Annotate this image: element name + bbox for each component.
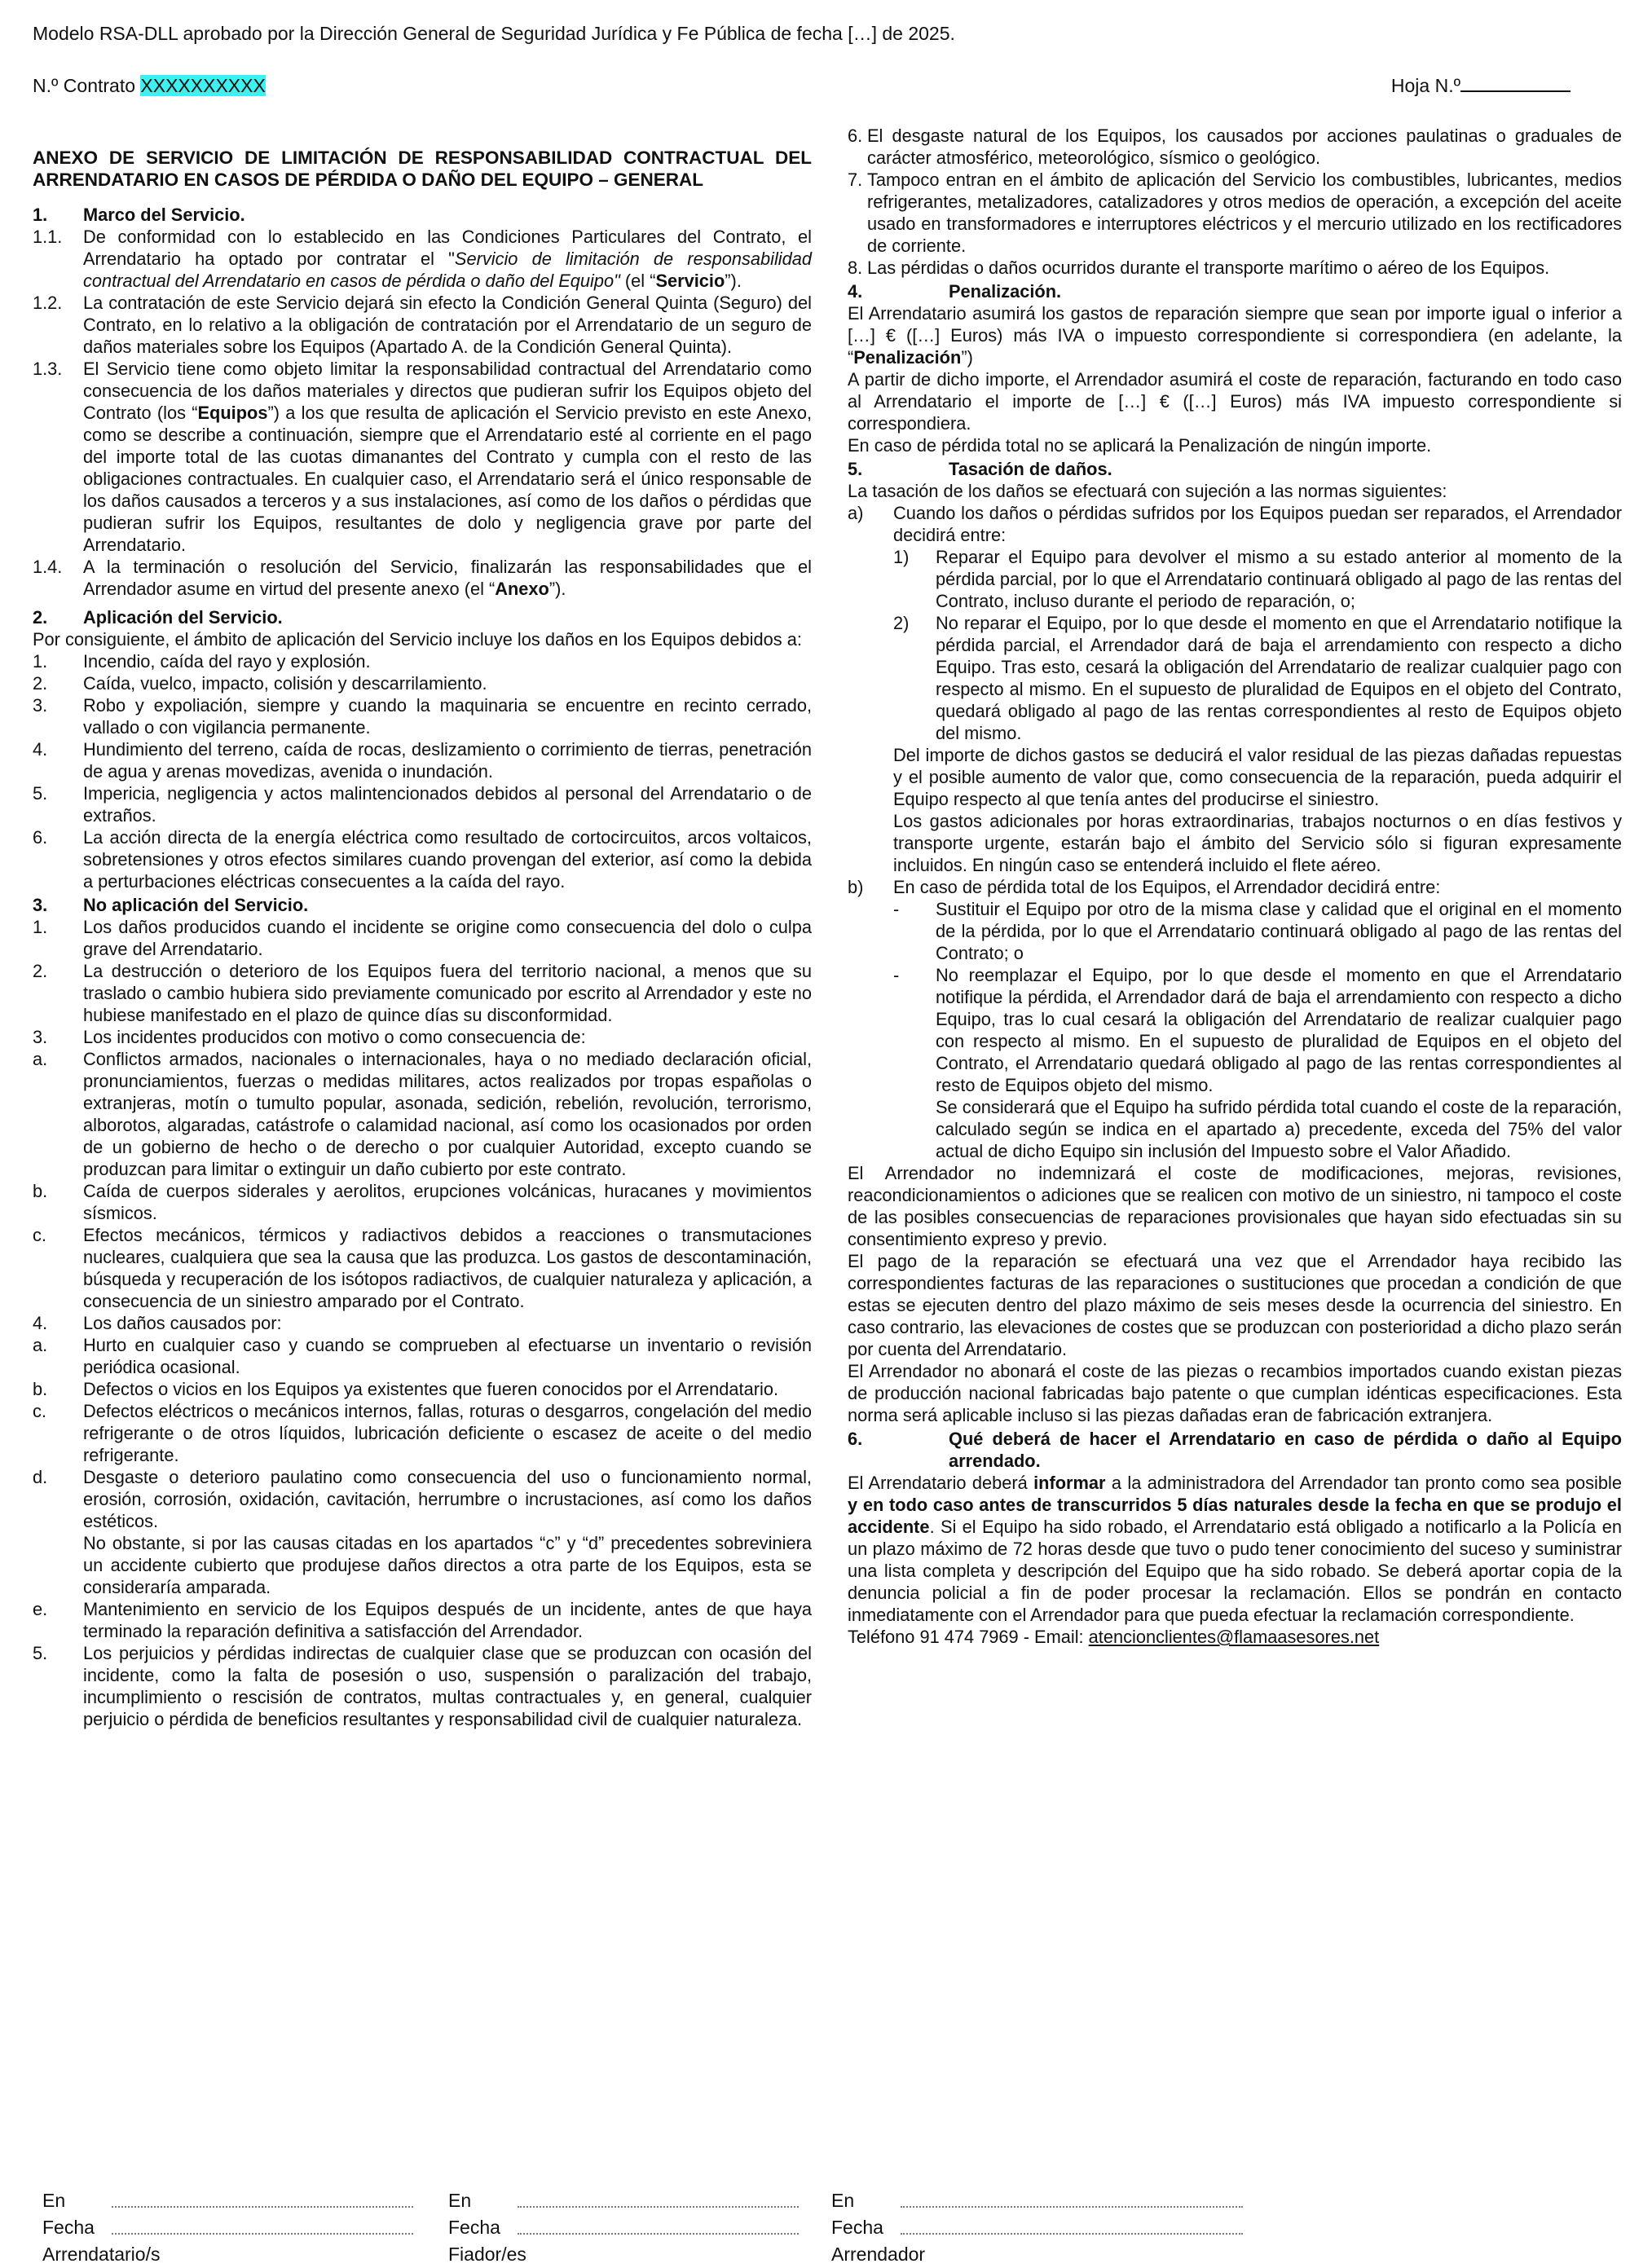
item-text: En caso de pérdida total de los Equipos, el Arrendador decidirá entre: (893, 877, 1441, 897)
item-text: Los daños causados por: (83, 1313, 282, 1333)
item-text: Defectos eléctricos o mecánicos internos, fallas, roturas o desgarros, congelación del medio refrigerante o de otros líquidos, lubricación deficiente o escasez de aceite o del medio refrigerante. (83, 1401, 812, 1465)
clause-text: De conformidad con lo establecido en las Condiciones Particulares del Contrato, el Arrendatario ha optado por contratar el " (83, 227, 812, 269)
item-number: 2) (893, 613, 910, 633)
item-text: Impericia, negligencia y actos malintencionados debidos al personal del Arrendatario o de extraños. (83, 783, 812, 826)
sig-line[interactable] (901, 2220, 1243, 2235)
clause-text: La contratación de este Servicio dejará sin efecto la Condición General Quinta (Seguro) del Contrato, en lo relativo a la obligación de contratación por el Arrendatario de un seguro de daños materiales sobre los Equipos (Apartado A. de la Condición General Quinta). (83, 293, 812, 357)
item-number: - (893, 899, 900, 919)
sig-line[interactable] (901, 2193, 1243, 2208)
signature-block-arrendatario (42, 2187, 413, 2268)
section-title: Aplicación del Servicio. (83, 607, 283, 628)
item-number: 7. (848, 170, 863, 190)
defined-term: Penalización (853, 347, 962, 368)
list-item (33, 916, 812, 960)
clause-text: (el “ (619, 271, 656, 291)
item-number: 5. (33, 1643, 48, 1663)
list-item (33, 1224, 812, 1312)
section-title: Marco del Servicio. (83, 205, 245, 225)
list-item (33, 738, 812, 782)
item-number: 5. (33, 783, 48, 804)
item-text: Los perjuicios y pérdidas indirectas de cualquier clase que se produzcan con ocasión del incidente, como la falta de posesión o uso, suspensión o paralización del trabajo, incumplimiento o rescisión de contratos, multas contractuales y, en general, cualquier perjuicio o pérdida de beneficios resultantes y responsabilidad civil de cualquier naturaleza. (83, 1643, 812, 1729)
clause-number: 1.4. (33, 557, 63, 577)
para-text: . Si el Equipo ha sido robado, el Arrendatario está obligado a notificarlo a la Policía en un plazo máximo de 72 horas desde que tuvo o pudo tener conocimiento del suceso y suministrar una lista completa y descripción del Equipo que ha sido robado. Se deberá aportar copia de la denuncia policial a fin de poder procesar la reclamación. Ellos se pondrán en contacto inmediatamente con el Arrendador para que pueda efectuar la reclamación correspondiente. (848, 1517, 1622, 1625)
right-column (848, 126, 1622, 1648)
section-number: 2. (33, 607, 48, 628)
item-text: Tampoco entran en el ámbito de aplicación del Servicio los combustibles, lubricantes, medios refrigerantes, metalizadores, catalizadores y otros medios de operación, a excepción del aceite usado en transformadores e interruptores eléctricos y el mercurio utilizado en los rectificadores de corriente. (867, 170, 1622, 256)
item-number: 4. (33, 1313, 48, 1333)
item-number: 1. (33, 917, 48, 937)
clause-1-1 (33, 226, 812, 292)
signature-block-arrendador (831, 2187, 1243, 2268)
clause-1-3 (33, 358, 812, 556)
clause-text: ”). (548, 579, 566, 599)
item-text: Desgaste o deterioro paulatino como consecuencia del uso o funcionamiento normal, erosión, corrosión, oxidación, cavitación, herrumbre o incrustaciones, así como los daños estéticos. (83, 1467, 812, 1531)
email-link[interactable]: atencionclientes@flamaasesores.net (1088, 1627, 1380, 1647)
item-text: No reemplazar el Equipo, por lo que desde el momento en que el Arrendatario notifique la pérdida, el Arrendador dará de baja el arrendamiento con respecto a dicho Equipo, tras lo cual cesará la obligación del Arrendatario de realizar cualquier pago con respecto al mismo. En el supuesto de pluralidad de Equipos en el objeto del Contrato, el Arrendatario quedará obligado al pago de las rentas correspondientes al resto de Equipos objeto del mismo. (936, 965, 1622, 1095)
list-item (33, 1026, 812, 1048)
list-item (848, 125, 1622, 169)
section-6-heading (848, 1428, 1622, 1472)
phone-text: Teléfono 91 474 7969 - Email: (848, 1627, 1089, 1647)
item-number: 1. (33, 651, 48, 672)
section-number: 5. (848, 459, 863, 479)
penalty-paragraph: A partir de dicho importe, el Arrendador asumirá el coste de reparación, facturando en todo caso al Arrendatario el importe de […] € ([…] Euros) más IVA impuesto correspondiente si correspondiera. (848, 369, 1622, 434)
list-item (33, 1466, 812, 1532)
sheet-number (1391, 75, 1571, 97)
item-text: Defectos o vicios en los Equipos ya existentes que fueren conocidos por el Arrendatario. (83, 1379, 778, 1399)
item-text: Caída de cuerpos siderales y aerolitos, erupciones volcánicas, huracanes y movimientos sísmicos. (83, 1181, 812, 1223)
item-number: a. (33, 1335, 48, 1355)
sig-line[interactable] (518, 2193, 799, 2208)
list-item (33, 1048, 812, 1180)
list-item (33, 782, 812, 826)
item-text: Los incidentes producidos con motivo o como consecuencia de: (83, 1027, 586, 1047)
list-item (33, 1642, 812, 1730)
item-number: 3. (33, 1027, 48, 1047)
list-item (33, 826, 812, 892)
section-title: No aplicación del Servicio. (83, 895, 309, 915)
emphasis: informar (1033, 1473, 1106, 1493)
section-5-intro: La tasación de los daños se efectuará con sujeción a las normas siguientes: (848, 481, 1447, 501)
item-number: 4. (33, 739, 48, 760)
defined-term: Equipos (197, 403, 268, 423)
contract-number (33, 75, 266, 97)
item-number: c. (33, 1225, 46, 1245)
list-item (848, 546, 1622, 612)
section-4-heading (848, 280, 1622, 302)
item-text: Robo y expoliación, siempre y cuando la maquinaria se encuentre en recinto cerrado, vallado o con vigilancia permanente. (83, 695, 812, 738)
item-number: 1) (893, 547, 910, 567)
item-number: 8. (848, 258, 863, 278)
item-number: 3. (33, 695, 48, 716)
clause-1-2 (33, 292, 812, 358)
para: El Arrendador no indemnizará el coste de modificaciones, mejoras, revisiones, reacondicionamientos o adiciones que se realicen con motivo de un siniestro, ni tampoco el coste de las posibles consecuencias de reparaciones provisionales que hayan sido efectuadas sin su consentimiento expreso y previo. (848, 1163, 1622, 1249)
item-text: Mantenimiento en servicio de los Equipos después de un incidente, antes de que haya terminado la reparación definitiva a satisfacción del Arrendador. (83, 1599, 812, 1641)
model-approval-line: Modelo RSA-DLL aprobado por la Dirección General de Seguridad Jurídica y Fe Pública de fecha […] de 2025. (33, 23, 955, 44)
contract-label: N.º Contrato (33, 75, 136, 96)
list-item (848, 876, 1622, 898)
clause-italic: Servicio de limitación de responsabilidad contractual del Arrendatario en casos de pérdida o daño del Equipo" (83, 249, 812, 291)
section-number: 4. (848, 281, 863, 302)
para: El pago de la reparación se efectuará una vez que el Arrendador haya recibido las correspondientes facturas de las reparaciones o sustituciones que procedan a condición de que estas se ejecuten dentro del plazo máximo de seis meses desde la ocurrencia del siniestro. En caso contrario, las elevaciones de costes que se produzcan con posterioridad a dicho plazo serán por cuenta del Arrendatario. (848, 1251, 1622, 1359)
list-item (33, 1312, 812, 1334)
item-number: 6. (33, 827, 48, 848)
list-item (33, 1532, 812, 1598)
item-text: Los daños producidos cuando el incidente se origine como consecuencia del dolo o culpa grave del Arrendatario. (83, 917, 812, 959)
para-text: a la administradora del Arrendador tan pronto como sea posible (1105, 1473, 1622, 1493)
section-5-heading (848, 458, 1622, 480)
list-item (33, 672, 812, 694)
para-text: El Arrendatario deberá (848, 1473, 1034, 1493)
clause-text: ”) a los que resulta de aplicación el Servicio previsto en este Anexo, como se describe a continuación, siempre que el Arrendatario esté al corriente en el pago del importe total de las cuotas dimanantes del Contrato y cumpla con el resto de las obligaciones contractuales. En cualquier caso, el Arrendatario será el único responsable de los daños causados a terceros y a sus instalaciones, así como de los daños o pérdidas que pudieran sufrir los Equipos, resultantes de dolo y negligencia grave por parte del Arrendatario. (83, 403, 813, 555)
item-text: Sustituir el Equipo por otro de la misma clase y calidad que el original en el momento de la pérdida, por lo que el Arrendatario continuará obligado al pago de las rentas del Contrato; o (936, 899, 1622, 963)
item-number: b. (33, 1181, 48, 1201)
contact-line (848, 1626, 1622, 1648)
defined-term: Servicio (655, 271, 725, 291)
defined-term: Anexo (495, 579, 549, 599)
item-number: - (893, 965, 900, 985)
emphasis: y en todo caso antes de transcurridos 5 días naturales desde la fecha en que se produjo el accidente (848, 1495, 1622, 1537)
sig-line[interactable] (518, 2220, 799, 2235)
clause-1-4 (33, 556, 812, 600)
item-text: La destrucción o deterioro de los Equipos fuera del territorio nacional, a menos que su traslado o cambio hubiera sido previamente comunicado por escrito al Arrendador y este no hubiese manifestado en el plazo de quince días su disconformidad. (83, 961, 812, 1025)
sig-en-label: En (42, 2190, 66, 2211)
sheet-blank (1460, 76, 1571, 92)
item-number: c. (33, 1401, 46, 1421)
section-number: 3. (33, 895, 48, 915)
sig-fecha-label: Fecha (42, 2217, 95, 2238)
list-item (848, 257, 1622, 279)
section-2-intro: Por consiguiente, el ámbito de aplicación del Servicio incluye los daños en los Equipos debidos a: (33, 629, 802, 650)
list-item (33, 960, 812, 1026)
sig-fecha-label: Fecha (831, 2217, 883, 2238)
sheet-label: Hoja N.º (1390, 75, 1460, 96)
item-text: No reparar el Equipo, por lo que desde el momento en que el Arrendatario notifique la pérdida parcial, el Arrendador dará de baja el arrendamiento con respecto a dicho Equipo. Tras esto, cesará la obligación del Arrendatario de realizar cualquier pago con respecto al mismo. En el supuesto de pluralidad de Equipos en el objeto del Contrato, quedará obligado al pago de las rentas correspondientes al resto de Equipos objeto del mismo. (936, 613, 1622, 743)
left-column (33, 147, 812, 1730)
item-number: a. (33, 1049, 48, 1069)
list-item (33, 694, 812, 738)
section-2-heading (33, 606, 812, 628)
list-item (33, 1378, 812, 1400)
item-number: b) (848, 877, 864, 897)
item-number: b. (33, 1379, 48, 1399)
item-number: d. (33, 1467, 48, 1487)
para-text: El Arrendatario asumirá los gastos de reparación siempre que sean por importe igual o inferior a […] € ([…] Euros) más IVA o impuesto correspondiente si correspondiera (en adelante, la “ (848, 303, 1622, 368)
list-item (33, 650, 812, 672)
section-1-heading (33, 204, 812, 226)
sig-role-label: Arrendatario/s (42, 2244, 161, 2265)
item-text: Caída, vuelco, impacto, colisión y descarrilamiento. (83, 673, 487, 694)
clause-text: ”). (725, 271, 742, 291)
item-text: Incendio, caída del rayo y explosión. (83, 651, 371, 672)
item-text: Las pérdidas o daños ocurridos durante el transporte marítimo o aéreo de los Equipos. (867, 258, 1550, 278)
sig-line[interactable] (112, 2220, 413, 2235)
item-text: Hundimiento del terreno, caída de rocas, deslizamiento o corrimiento de tierras, penetración de agua y arenas movedizas, avenida o inundación. (83, 739, 812, 782)
para-text: ”) (961, 347, 973, 368)
item-text: Hurto en cualquier caso y cuando se comprueben al efectuarse un inventario o revisión periódica ocasional. (83, 1335, 812, 1377)
list-item (848, 964, 1622, 1096)
clause-number: 1.1. (33, 227, 63, 247)
item-number: e. (33, 1599, 48, 1619)
clause-text: El Servicio tiene como objeto limitar la responsabilidad contractual del Arrendatario como consecuencia de los daños materiales y directos que pudieran sufrir los Equipos objeto del Contrato (los “ (83, 359, 812, 423)
contract-value: XXXXXXXXXX (140, 75, 266, 96)
item-number: 6. (848, 126, 863, 146)
para: Se considerará que el Equipo ha sufrido pérdida total cuando el coste de la reparación, calculado según se indica en el apartado a) precedente, exceda del 75% del valor actual de dicho Equipo sin inclusión del Impuesto sobre el Valor Añadido. (936, 1097, 1622, 1161)
sig-role-label: Fiador/es (448, 2244, 526, 2265)
sig-en-label: En (448, 2190, 472, 2211)
section-title: Qué deberá de hacer el Arrendatario en caso de pérdida o daño al Equipo arrendado. (949, 1429, 1622, 1471)
section-3-heading (33, 894, 812, 916)
list-item (33, 1180, 812, 1224)
section-number: 1. (33, 205, 48, 225)
sig-role-label: Arrendador (831, 2244, 926, 2265)
item-text: La acción directa de la energía eléctrica como resultado de cortocircuitos, arcos voltaicos, sobretensiones y otros efectos similares cuando provengan del exterior, así como la debida a perturbaciones eléctricas consecuentes a la caída del rayo. (83, 827, 812, 892)
clause-text: A la terminación o resolución del Servicio, finalizarán las responsabilidades que el Arrendador asume en virtud del presente anexo (el “ (83, 557, 812, 599)
section-number: 6. (848, 1429, 863, 1449)
section-title: Tasación de daños. (949, 459, 1112, 479)
notification-paragraph (848, 1472, 1622, 1626)
item-number: 2. (33, 961, 48, 981)
para: Los gastos adicionales por horas extraordinarias, trabajos nocturnos o en días festivos y transporte urgente, estarán bajo el ámbito del Servicio sólo si figuran expresamente incluidos. En ningún caso se entenderá incluido el flete aéreo. (893, 811, 1622, 875)
list-item (33, 1334, 812, 1378)
para: Del importe de dichos gastos se deducirá el valor residual de las piezas dañadas repuestas y el posible aumento de valor que, como consecuencia de la reparación, pueda adquirir el Equipo respecto al que tenía antes del producirse el siniestro. (893, 745, 1622, 809)
clause-number: 1.3. (33, 359, 63, 379)
list-item (848, 169, 1622, 257)
penalty-paragraph (848, 302, 1622, 368)
item-number: a) (848, 503, 864, 523)
sig-en-label: En (831, 2190, 855, 2211)
sig-line[interactable] (112, 2193, 413, 2208)
item-text: No obstante, si por las causas citadas en los apartados “c” y “d” precedentes sobreviniera un accidente cubierto que produjese daños directos a otra parte de los Equipos, esta se consideraría amparada. (83, 1533, 812, 1597)
list-item (33, 1598, 812, 1642)
list-item (848, 898, 1622, 964)
list-item (848, 502, 1622, 546)
clause-number: 1.2. (33, 293, 63, 313)
document-title: ANEXO DE SERVICIO DE LIMITACIÓN DE RESPONSABILIDAD CONTRACTUAL DEL ARRENDATARIO EN CASOS DE PÉRDIDA O DAÑO DEL EQUIPO – GENERAL (33, 148, 812, 190)
item-text: Conflictos armados, nacionales o internacionales, haya o no mediado declaración oficial, pronunciamientos, fuerzas o medidas militares, actos realizados por tropas españolas o extranjeras, motín o tumulto popular, asonada, sedición, rebelión, revolución, terrorismo, alborotos, algaradas, catástrofe o calamidad nacional, así como los ocasionados por orden de un gobierno de hecho o de derecho o por cualquier Autoridad, excepto cuando se produzcan para limitar o extinguir un daño cubierto por este contrato. (83, 1049, 812, 1179)
list-item (848, 612, 1622, 744)
sig-fecha-label: Fecha (448, 2217, 500, 2238)
item-text: El desgaste natural de los Equipos, los causados por acciones paulatinas o graduales de carácter atmosférico, meteorológico, sísmico o geológico. (867, 126, 1622, 168)
item-text: Cuando los daños o pérdidas sufridos por los Equipos puedan ser reparados, el Arrendador decidirá entre: (893, 503, 1622, 545)
list-item (33, 1400, 812, 1466)
item-number: 2. (33, 673, 48, 694)
signature-block-fiador (448, 2187, 799, 2268)
item-text: Reparar el Equipo para devolver el mismo a su estado anterior al momento de la pérdida parcial, por lo que el Arrendatario continuará obligado al pago de las rentas del Contrato, incluso durante el periodo de reparación, o; (936, 547, 1622, 611)
section-title: Penalización. (949, 281, 1062, 302)
penalty-paragraph: En caso de pérdida total no se aplicará la Penalización de ningún importe. (848, 435, 1432, 456)
para: El Arrendador no abonará el coste de las piezas o recambios importados cuando existan piezas de producción nacional fabricadas bajo patente o que cumplan idénticas especificaciones. Esta norma será aplicable incluso si las piezas dañadas eran de fabricación extranjera. (848, 1361, 1622, 1425)
item-text: Efectos mecánicos, térmicos y radiactivos debidos a reacciones o transmutaciones nucleares, cualquiera que sea la causa que las produzca. Los gastos de descontaminación, búsqueda y recuperación de los isótopos radiactivos, de cualquier naturaleza y aplicación, a consecuencia de un siniestro amparado por el Contrato. (83, 1225, 812, 1311)
